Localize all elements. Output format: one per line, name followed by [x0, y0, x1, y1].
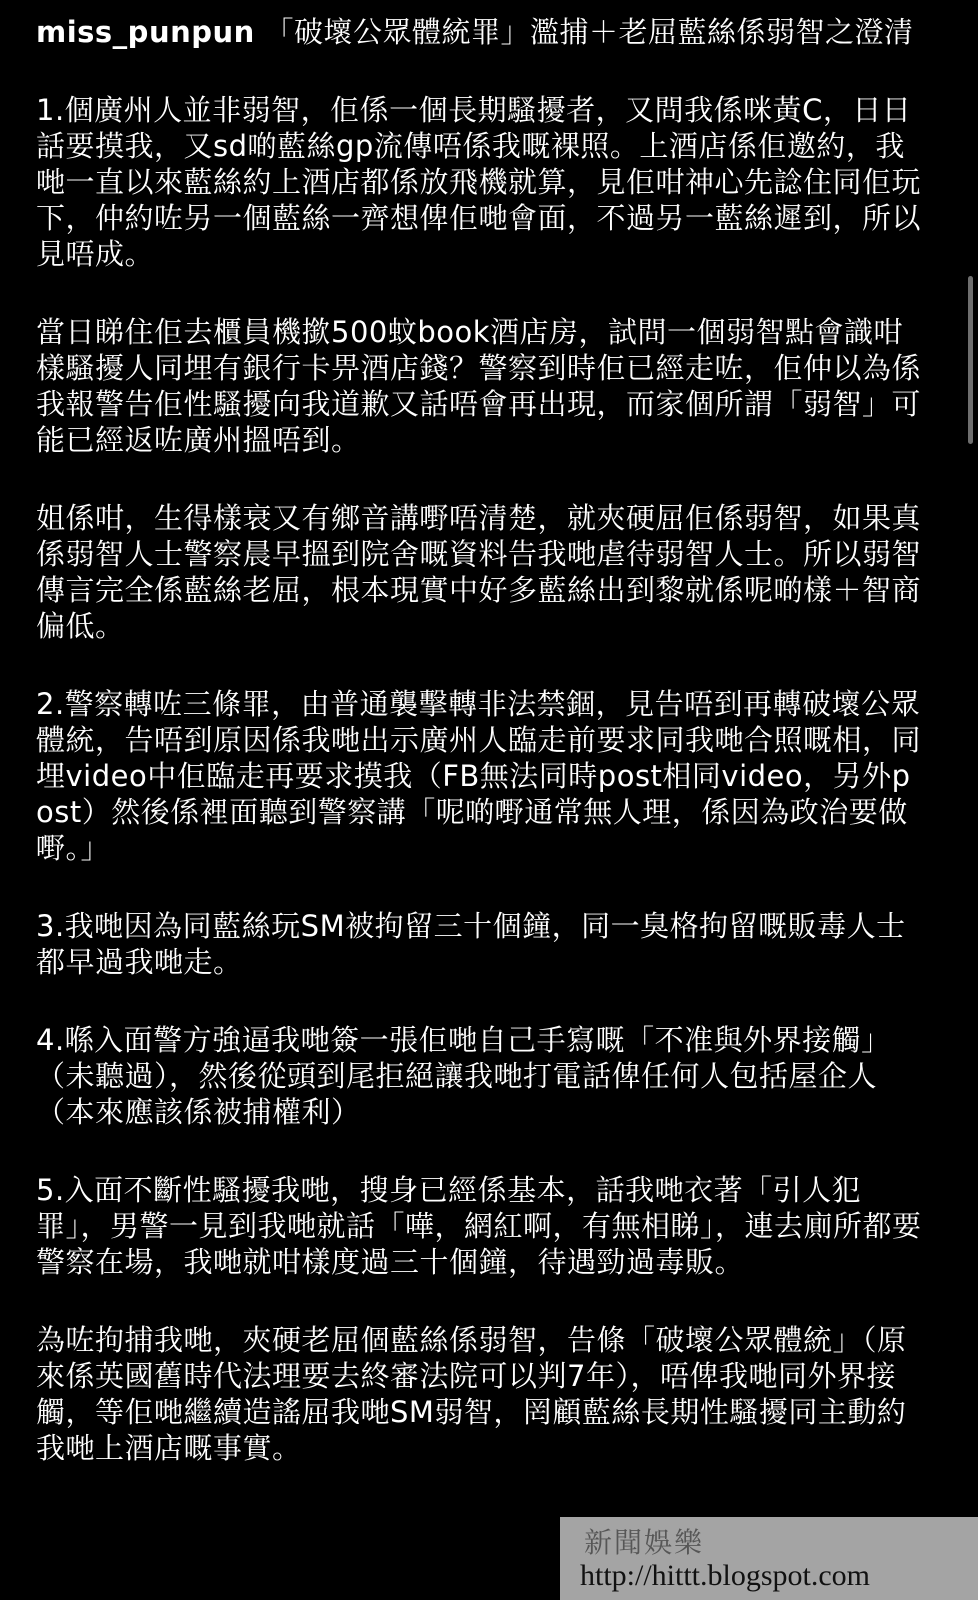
paragraph-5: 3.我哋因為同藍絲玩SM被拘留三十個鐘，同一臭格拘留嘅販毒人士都早過我哋走。	[36, 909, 906, 979]
paragraph-2: 當日睇住佢去櫃員機撳500蚊book酒店房，試問一個弱智點會識咁樣騷擾人同埋有銀行卡畀酒店錢？警察到時佢已經走咗，佢仲以為係我報警告佢性騷擾向我道歉又話唔會再出現，而家個所謂「弱智」可能已經返咗廣州搵唔到。	[36, 315, 922, 457]
post-caption	[36, 14, 926, 50]
paragraph-6: 4.喺入面警方強逼我哋簽一張佢哋自己手寫嘅「不准與外界接觸」（未聽過），然後從頭到尾拒絕讓我哋打電話俾任何人包括屋企人（本來應該係被捕權利）	[36, 1023, 891, 1129]
paragraph-1: 1.個廣州人並非弱智，佢係一個長期騷擾者，又問我係咪黃C，日日話要摸我，又sd啲藍絲gp流傳唔係我嘅裸照。上酒店係佢邀約，我哋一直以來藍絲約上酒店都係放飛機就算，見佢咁神心先諗住同佢玩下，仲約咗另一個藍絲一齊想俾佢哋會面，不過另一藍絲遲到，所以見唔成。	[36, 93, 922, 271]
paragraph-7: 5.入面不斷性騷擾我哋，搜身已經係基本，話我哋衣著「引人犯罪」，男警一見到我哋就話「嘩，網紅啊，有無相睇」，連去廁所都要警察在場，我哋就咁樣度過三十個鐘，待遇勁過毒販。	[36, 1173, 922, 1279]
scrollbar-thumb[interactable]	[968, 276, 973, 444]
paragraph-4: 2.警察轉咗三條罪，由普通襲擊轉非法禁錮，見告唔到再轉破壞公眾體統，告唔到原因係我哋出示廣州人臨走前要求同我哋合照嘅相，同埋video中佢臨走再要求摸我（FB無法同時post相同video，另外post）然後係裡面聽到警察講「呢啲嘢通常無人理，係因為政治要做嘢。」	[36, 687, 922, 865]
watermark-url: http://hittt.blogspot.com	[580, 1559, 871, 1592]
post-title: 「破壞公眾體統罪」濫捕＋老屈藍絲係弱智之澄清	[264, 15, 914, 49]
username-link[interactable]: miss_punpun	[36, 15, 255, 49]
watermark-title: 新聞娛樂	[584, 1526, 705, 1559]
paragraph-8: 為咗拘捕我哋，夾硬老屈個藍絲係弱智，告條「破壞公眾體統」（原來係英國舊時代法理要去終審法院可以判7年），唔俾我哋同外界接觸，等佢哋繼續造謠屈我哋SM弱智，罔顧藍絲長期性騷擾同主動約我哋上酒店嘅事實。	[36, 1323, 907, 1465]
post-content	[36, 14, 926, 1508]
watermark	[560, 1517, 978, 1600]
paragraph-3: 姐係咁，生得樣衰又有鄉音講嘢唔清楚，就夾硬屈佢係弱智，如果真係弱智人士警察晨早搵到院舍嘅資料告我哋虐待弱智人士。所以弱智傳言完全係藍絲老屈，根本現實中好多藍絲出到黎就係呢啲樣＋智商偏低。	[36, 501, 922, 643]
